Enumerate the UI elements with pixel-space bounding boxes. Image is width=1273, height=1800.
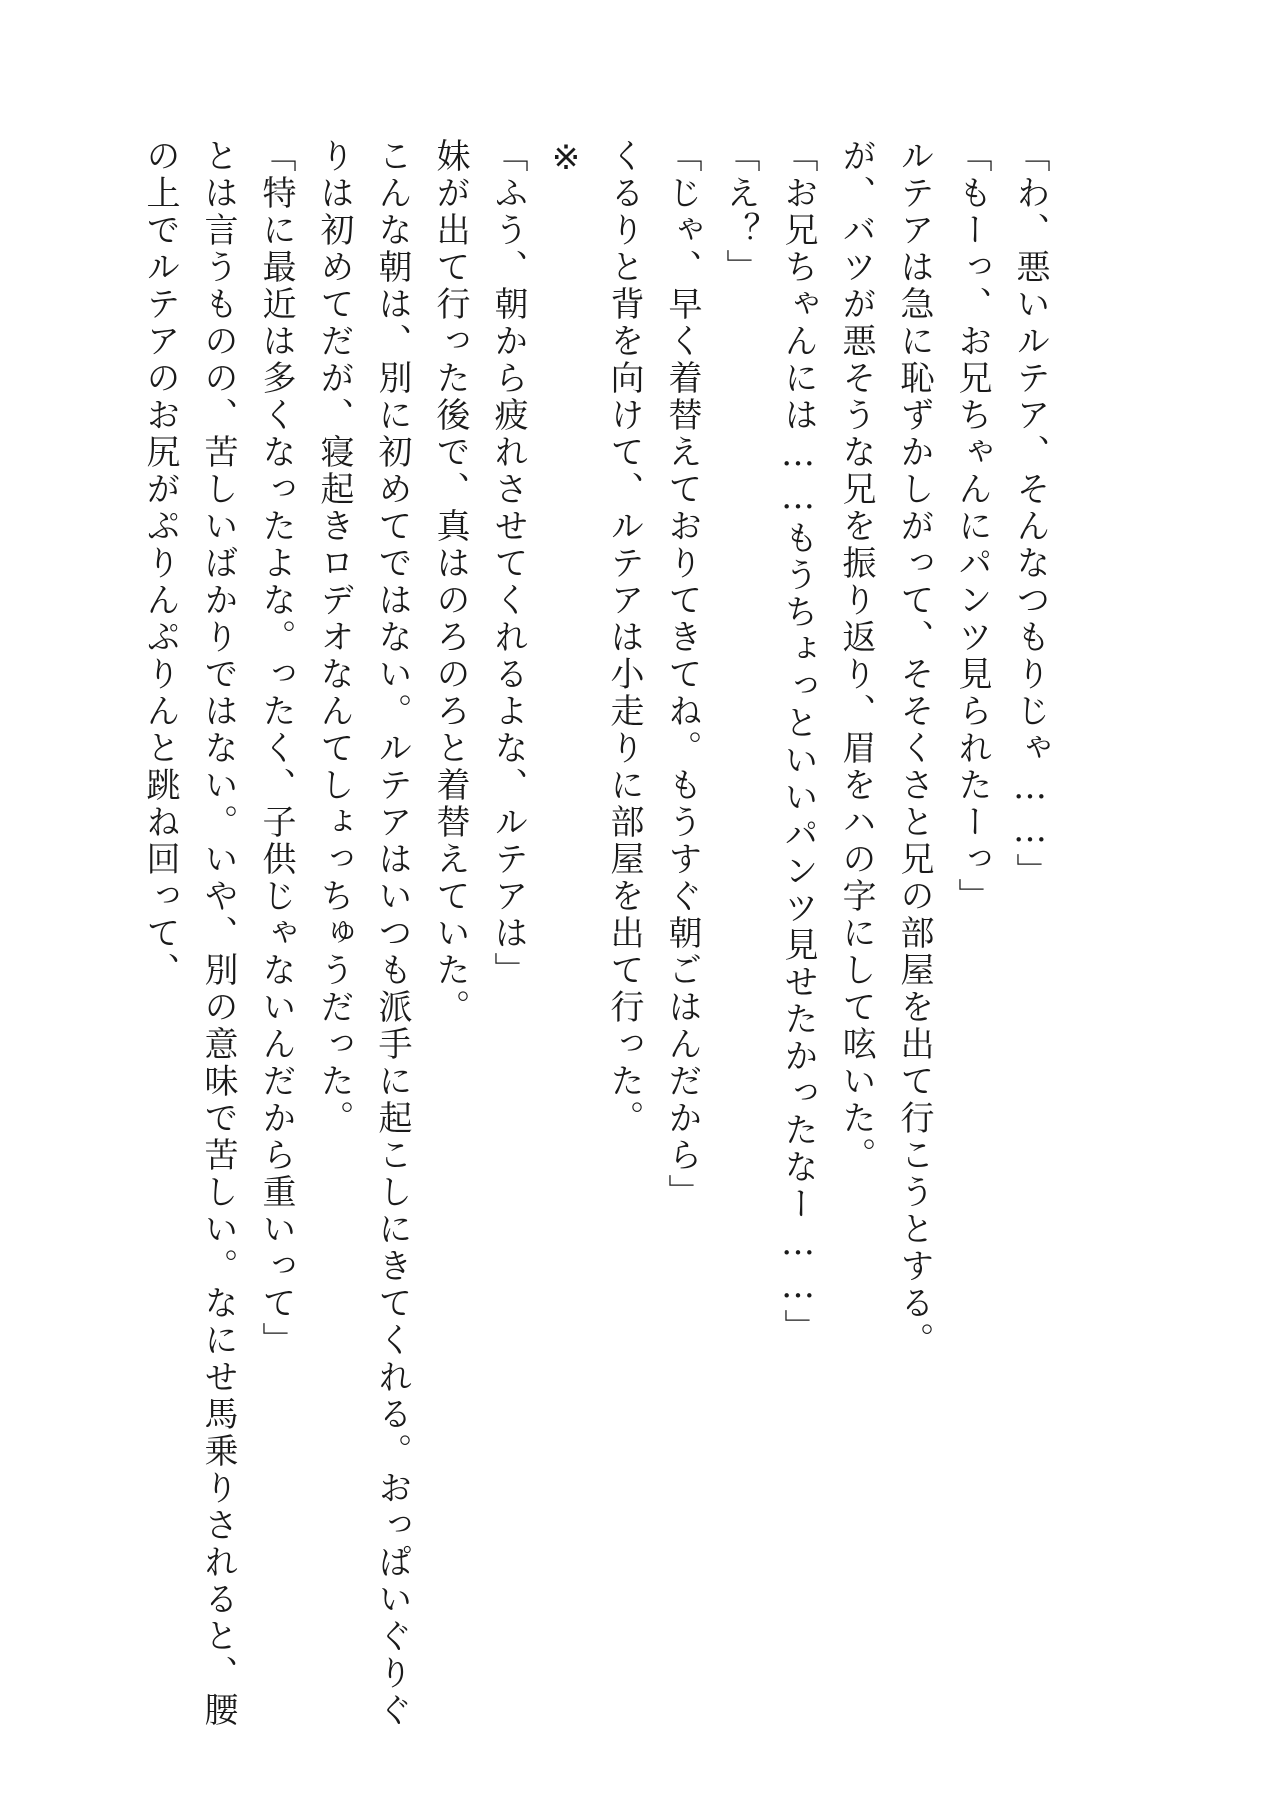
text-line-1: 「わ、悪いルテア、そんなつもりじゃ……」 [1010,138,1050,890]
text-line-10: 「ふう、朝から疲れさせてくれるよな、ルテアは」 [488,138,528,989]
text-line-12: こんな朝は、別に初めてではない。ルテアはいつも派手に起こしにきてくれる。おっぱいぐりぐ [372,138,412,1729]
text-line-7: 「じゃ、早く着替えておりてきてね。もうすぐ朝ごはんだから」 [662,138,702,1211]
text-line-14: 「特に最近は多くなったよな。ったく、子供じゃないんだから重いって」 [256,138,296,1359]
text-line-2: 「もーっ、お兄ちゃんにパンツ見られたーっ」 [952,138,992,915]
text-line-8: くるりと背を向けて、ルテアは小走りに部屋を出て行った。 [604,138,644,1137]
text-line-16: の上でルテアのお尻がぷりんぷりんと跳ね回って、 [140,138,180,989]
text-line-5: 「お兄ちゃんには……もうちょっといいパンツ見せたかったなー……」 [778,138,818,1346]
text-line-3: ルテアは急に恥ずかしがって、そそくさと兄の部屋を出て行こうとする。 [894,138,934,1359]
text-line-11: 妹が出て行った後で、真はのろのろと着替えていた。 [430,138,470,1026]
text-line-15: とは言うものの、苦しいばかりではない。いや、別の意味で苦しい。なにせ馬乗りされると、腰 [198,138,238,1729]
text-line-4: が、バツが悪そうな兄を振り返り、眉をハの字にして呟いた。 [836,138,876,1174]
text-line-6: 「え？」 [720,138,760,286]
text-line-13: りは初めてだが、寝起きロデオなんてしょっちゅうだった。 [314,138,354,1137]
section-break-mark: ※ [546,138,586,181]
